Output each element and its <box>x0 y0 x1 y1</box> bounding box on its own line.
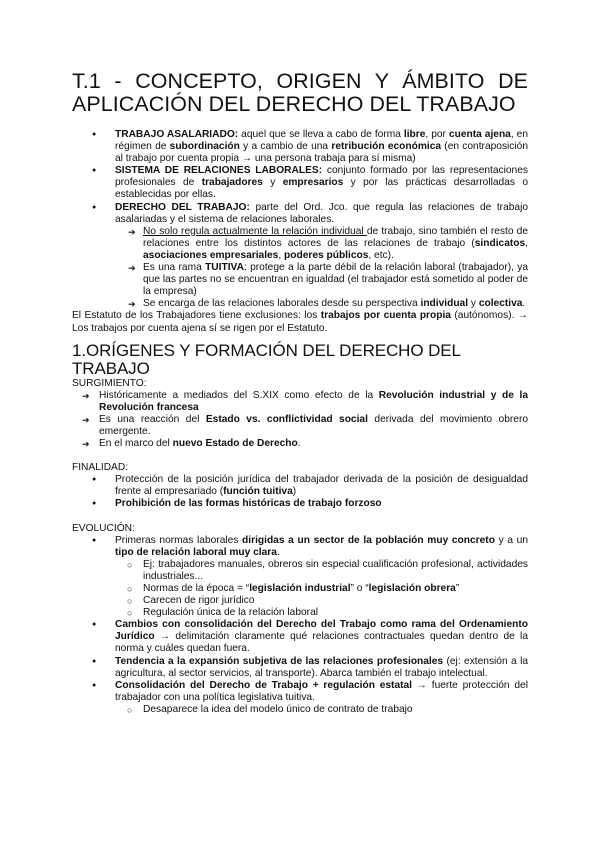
evolucion-sublist-2 <box>115 704 528 716</box>
list-item-trabajo-asalariado: ● TRABAJO ASALARIADO: aquel que se lleva a cabo de forma libre, por cuenta ajena, en régimen de subordinación y a cambio de una retribución económica (en contraposición al trabajo por cuenta propia → una persona trabaja para sí misma) <box>72 129 528 165</box>
sublist-item-tuitiva: ➔ Es una rama TUITIVA: protege a la parte débil de la relación laboral (trabajador), ya que las partes no se encuentran en igualdad (el trabajador está sometido al poder de la empresa) <box>115 262 528 298</box>
surgimiento-item: ➔ En el marco del nuevo Estado de Derecho. <box>72 438 528 450</box>
derecho-trabajo-sublist <box>115 226 528 311</box>
evolucion-subitem: ○ Regulación única de la relación laboral <box>115 607 528 619</box>
page-title-line-1: T.1 - CONCEPTO, ORIGEN Y ÁMBITO DE <box>72 69 528 93</box>
evolucion-item: ● Consolidación del Derecho de Trabajo + regulación estatal → fuerte protección del trabajador con una política legislativa tuitiva. ○ Desaparece la idea del modelo único de contrato de trabajo <box>72 680 528 716</box>
section-heading-origenes: 1.ORÍGENES Y FORMACIÓN DEL DERECHO DEL TRABAJO <box>72 340 461 378</box>
evolucion-list <box>72 535 528 716</box>
surgimiento-list <box>72 390 528 450</box>
evolucion-sublist <box>115 559 528 619</box>
page-title-line-2: APLICACIÓN DEL DERECHO DEL TRABAJO <box>72 92 516 116</box>
evolucion-item: ● Primeras normas laborales dirigidas a un sector de la población muy concreto y a un tipo de relación laboral muy clara. ○ Ej: trabajadores manuales, obreros sin especial cualificación profesional, actividades industriales... ○ Normas de la época = “legislación industrial” o “legislación obrera” ○ Carecen de rigor jurídico ○ Regulación única de la relación laboral <box>72 535 528 620</box>
evolucion-subitem: ○ Desaparece la idea del modelo único de contrato de trabajo <box>115 704 528 716</box>
finalidad-list <box>72 474 528 510</box>
list-item-sistema-relaciones: ● SISTEMA DE RELACIONES LABORALES: conjunto formado por las representaciones profesionales de trabajadores y empresarios y por las prácticas desarrolladas o establecidas por ellas. <box>72 165 528 201</box>
sublist-item-regula: ➔ No solo regula actualmente la relación individual de trabajo, sino también el resto de relaciones entre los distintos actores de las relaciones de trabajo (sindicatos, asociaciones empresariales, poderes públicos, etc). <box>115 226 528 262</box>
surgimiento-item: ➔ Históricamente a mediados del S.XIX como efecto de la Revolución industrial y de la Revolución francesa <box>72 390 528 414</box>
finalidad-item: ● Prohibición de las formas históricas de trabajo forzoso <box>72 498 528 510</box>
page-title <box>72 70 528 116</box>
intro-list <box>72 129 528 310</box>
label-evolucion: EVOLUCIÓN: <box>72 522 135 534</box>
estatuto-paragraph: El Estatuto de los Trabajadores tiene exclusiones: los trabajos por cuenta propia (autónomos). → Los trabajos por cuenta ajena sí se rigen por el Estatuto. <box>72 310 528 334</box>
evolucion-item: ● Cambios con consolidación del Derecho del Trabajo como rama del Ordenamiento Jurídico → delimitación claramente qué relaciones contractuales quedan dentro de la norma y cuáles quedan fuera. <box>72 619 528 655</box>
sublist-item-perspectiva: ➔ Se encarga de las relaciones laborales desde su perspectiva individual y colectiva. <box>115 298 528 310</box>
list-item-derecho-trabajo: ● DERECHO DEL TRABAJO: parte del Ord. Jco. que regula las relaciones de trabajo asalariadas y el sistema de relaciones laborales. ➔ No solo regula actualmente la relación individual de trabajo, sino también el resto de relaciones entre los distintos actores de las relaciones de trabajo (sindicatos, asociaciones empresariales, poderes públicos, etc). ➔ Es una rama TUITIVA: protege a la parte débil de la relación laboral (trabajador), ya que las partes no se encuentran en igualdad (el trabajador está sometido al poder de la empresa) ➔ Se encarga de las relaciones laborales desde su perspectiva individual y colectiva. <box>72 202 528 311</box>
label-surgimiento: SURGIMIENTO: <box>72 377 147 389</box>
finalidad-item: ● Protección de la posición jurídica del trabajador derivada de la posición de desigualdad frente al empresariado (función tuitiva) <box>72 474 528 498</box>
surgimiento-item: ➔ Es una reacción del Estado vs. conflictividad social derivada del movimiento obrero emergente. <box>72 414 528 438</box>
evolucion-subitem: ○ Ej: trabajadores manuales, obreros sin especial cualificación profesional, actividades industriales... <box>115 559 528 583</box>
evolucion-subitem: ○ Normas de la época = “legislación industrial” o “legislación obrera” <box>115 583 528 595</box>
evolucion-subitem: ○ Carecen de rigor jurídico <box>115 595 528 607</box>
evolucion-item: ● Tendencia a la expansión subjetiva de las relaciones profesionales (ej: extensión a la agricultura, al sector servicios, al transporte). Abarca también el trabajo intelectual. <box>72 656 528 680</box>
label-finalidad: FINALIDAD: <box>72 462 129 474</box>
